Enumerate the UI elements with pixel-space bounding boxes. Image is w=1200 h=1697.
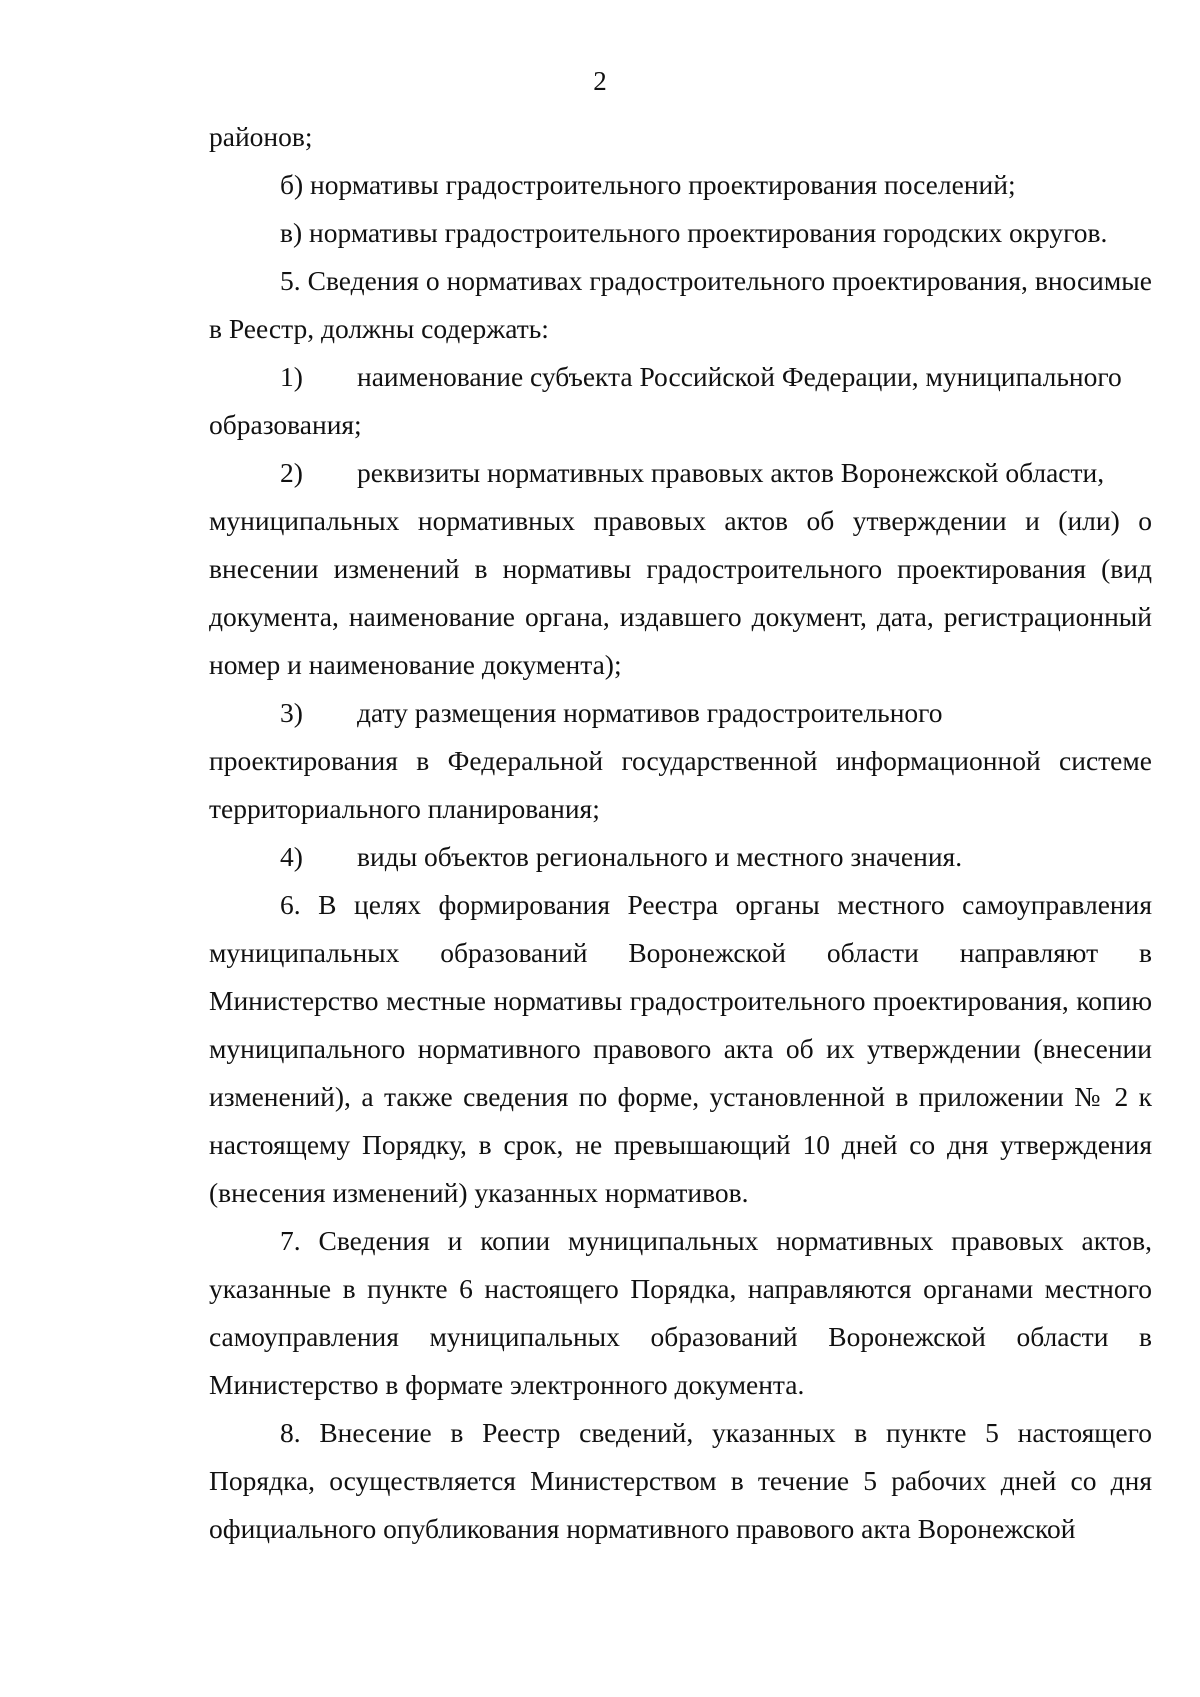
list-item-3	[209, 689, 1152, 833]
paragraph-5: 5. Сведения о нормативах градостроительного проектирования, вносимые в Реестр, должны содержать:	[209, 265, 1152, 344]
list-item-2	[209, 449, 1152, 689]
list-item-4	[209, 833, 1152, 881]
document-body	[209, 113, 1152, 1553]
list-item-3-first-line: дату размещения нормативов градостроительного	[357, 697, 943, 728]
page-number: 2	[593, 66, 607, 96]
list-item-1-number: 1)	[280, 361, 303, 392]
list-item-1-rest: образования;	[209, 409, 362, 440]
list-item-2-number: 2)	[280, 457, 303, 488]
paragraph-6: 6. В целях формирования Реестра органы местного самоуправления муниципальных образований Воронежской области направляют в Министерство местные нормативы градостроительного проектирования, копию муниципального нормативного правового акта об их утверждении (внесении изменений), а также сведения по форме, установленной в приложении № 2 к настоящему Порядку, в срок, не превышающий 10 дней со дня утверждения (внесения изменений) указанных нормативов.	[209, 889, 1152, 1208]
paragraph-8: 8. Внесение в Реестр сведений, указанных в пункте 5 настоящего Порядка, осуществляется Министерством в течение 5 рабочих дней со дня официального опубликования нормативного правового акта Воронежской	[209, 1417, 1152, 1544]
list-item-3-rest: проектирования в Федеральной государственной информационной системе территориального планирования;	[209, 745, 1152, 824]
list-item-4-first-line: виды объектов регионального и местного значения.	[357, 841, 963, 872]
list-item-4-number: 4)	[280, 841, 303, 872]
list-item-3-number: 3)	[280, 697, 303, 728]
paragraph-v: в) нормативы градостроительного проектирования городских округов.	[280, 217, 1108, 248]
list-item-2-first-line: реквизиты нормативных правовых актов Воронежской области,	[357, 457, 1105, 488]
paragraph-rayonov: районов;	[209, 121, 313, 152]
list-item-2-rest: муниципальных нормативных правовых актов об утверждении и (или) о внесении изменений в нормативы градостроительного проектирования (вид документа, наименование органа, издавшего документ, дата, регистрационный номер и наименование документа);	[209, 505, 1152, 680]
list-item-1	[209, 353, 1152, 449]
list-item-1-first-line: наименование субъекта Российской Федерации, муниципального	[357, 361, 1122, 392]
paragraph-7: 7. Сведения и копии муниципальных нормативных правовых актов, указанные в пункте 6 настоящего Порядка, направляются органами местного самоуправления муниципальных образований Воронежской области в Министерство в формате электронного документа.	[209, 1225, 1152, 1400]
paragraph-b: б) нормативы градостроительного проектирования поселений;	[280, 169, 1016, 200]
